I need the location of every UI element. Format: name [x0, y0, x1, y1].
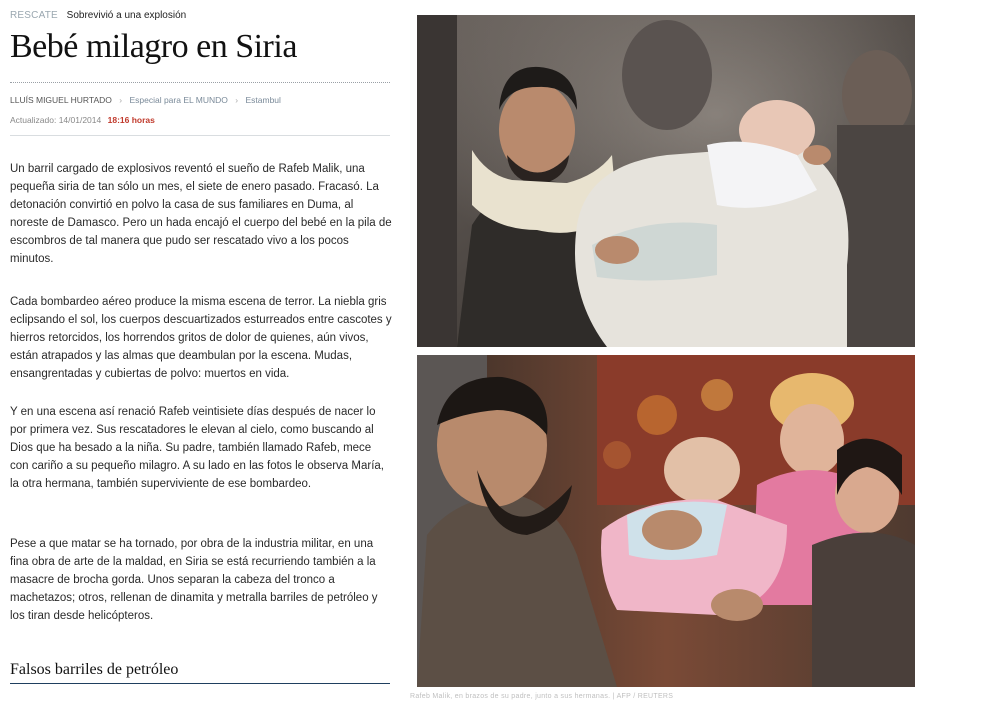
- photo-rescue-image: [417, 15, 915, 347]
- breadcrumb-separator: ›: [119, 95, 123, 105]
- kicker-topic: Sobrevivió a una explosión: [66, 10, 187, 21]
- location-label[interactable]: Estambul: [245, 95, 281, 105]
- photo-rescue[interactable]: [417, 15, 915, 347]
- photo-caption: Rafeb Malik, en brazos de su padre, junto a sus hermanas. | AFP / REUTERS: [410, 693, 674, 700]
- updated-time: 18:16 horas: [107, 115, 155, 125]
- page-title: Bebé milagro en Siria: [10, 28, 297, 65]
- photo-family-image: [417, 355, 915, 687]
- subhead-divider: [10, 683, 390, 684]
- section-label[interactable]: RESCATE: [10, 10, 58, 21]
- breadcrumb-separator: ›: [235, 95, 239, 105]
- special-label[interactable]: Especial para EL MUNDO: [129, 95, 228, 105]
- updated-date: 14/01/2014: [58, 115, 102, 125]
- byline: [10, 95, 281, 105]
- body-paragraph: Y en una escena así renació Rafeb veintisiete días después de nacer lo por primera vez. Sus rescatadores le elevan al cielo, como buscando al Dios que ha besado a la niña. Su padre, también llamado Rafeb, mece con cariño a su pequeño milagro. A su lado en las fotos le observa María, la otra hermana, también superviviente de ese bombardeo.: [10, 406, 384, 490]
- meta-divider: [10, 135, 390, 136]
- body-paragraph: Pese a que matar se ha tornado, por obra de la industria militar, en una fina obra de arte de la maldad, en Siria se está recurriendo también a la masacre de brocha gorda. Unos separan la cabeza del tronco a machetazos; otros, rellenan de dinamita y metralla barriles de petróleo y los tiran desde helicópteros.: [10, 538, 378, 622]
- photo-family[interactable]: [417, 355, 915, 687]
- title-divider: [10, 82, 390, 83]
- updated-label: Actualizado:: [10, 115, 57, 125]
- author-name[interactable]: LLUÍS MIGUEL HURTADO: [10, 95, 112, 105]
- body-paragraph: Un barril cargado de explosivos reventó el sueño de Rafeb Malik, una pequeña siria de tan sólo un mes, el siete de enero pasado. Fracasó. La detonación convirtió en polvo la casa de sus familiares en Duma, al noreste de Damasco. Pero un hada encajó el cuerpo del bebé en la pila de escombros de tal manera que pudo ser rescatado vivo a los pocos minutos.: [10, 163, 392, 265]
- section-subhead: Falsos barriles de petróleo: [10, 661, 179, 678]
- kicker: [10, 10, 186, 21]
- updated-timestamp: [10, 115, 155, 125]
- body-paragraph: Cada bombardeo aéreo produce la misma escena de terror. La niebla gris eclipsando el sol, los cuerpos descuartizados esturreados entre cascotes y hierros retorcidos, los horrendos gritos de dolor de quienes, aún vivos, están atrapados y las almas que deambulan por la escena. Mudas, ensangrentadas y cubiertas de polvo: muertos en vida.: [10, 296, 392, 380]
